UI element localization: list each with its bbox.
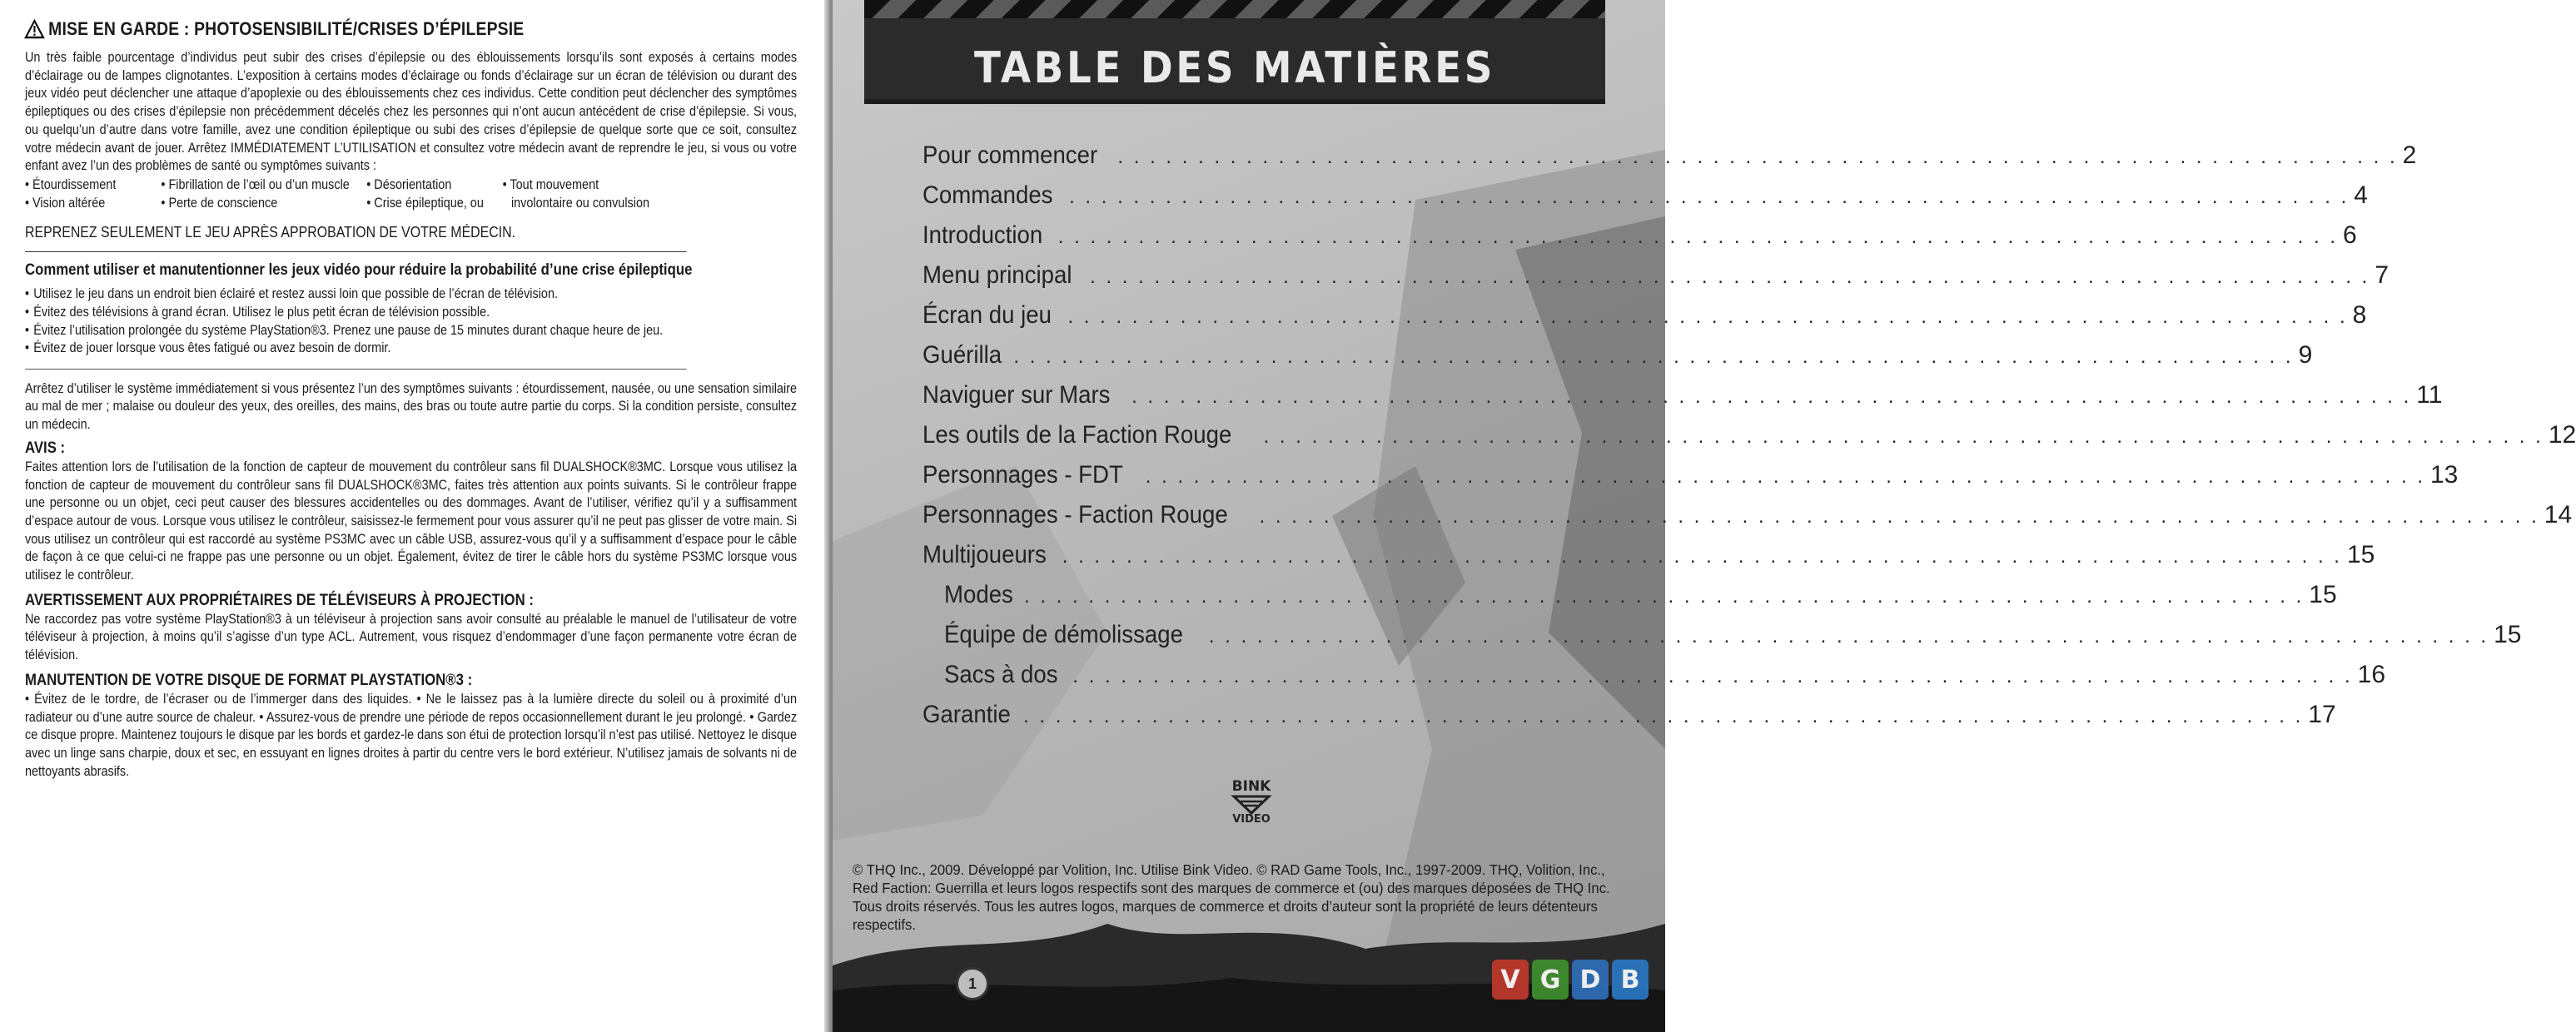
epilepsy-intro-text: Un très faible pourcentage d’individus peut subir des crises d’épilepsie ou des éblouissements lorsqu’ils sont exposés à certains modes d’éclairage ou de lampes clignotantes. L’exposition à certains modes d’éclairage ou fonds d’éclairage sur un écran de télévision ou durant des jeux vidéo peut déclencher une attaque d’apoplexie ou des éblouissements chez ces individus. Cette condition peut déclencher des symptômes épileptiques ou des crises d’épilepsie non précédemment décelés chez les personnes qui n’ont aucun antécédent de crise d’épilepsie. Si vous, ou quelqu’un d’autre dans votre famille, avez une condition épileptique ou subi des crises d’épilepsie de quelque sorte que ce soit, consultez votre médecin avant de jouer. Arrêtez IMMÉDIATEMENT L’UTILISATION et consultez votre médecin avant de reprendre le jeu, si vous ou votre enfant avez l’un des problèmes de santé ou symptômes suivants : bbox=[25, 49, 798, 174]
warning-heading bbox=[25, 18, 702, 40]
toc-row[interactable] bbox=[922, 421, 2576, 461]
disc-text: • Évitez de le tordre, de l’écraser ou de l’immerger dans des liquides. • Ne le laissez pas à la lumière directe du soleil ou à proximité d’un radiateur ou d’une autre source de chaleur. • Assurez-vous de prendre une période de repos occasionnellement durant le jeu prolongé. • Gardez ce disque propre. Maintenez toujours le disque par les bords et gardez-le dans son étui de protection lorsqu’il n’est pas utilisé. Nettoyez le disque avec un linge sans charpie, doux et sec, en essuyant en lignes droites à partir du centre vers le bord extérieur. N’utilisez jamais de solvants ni de nettoyants abrasifs. bbox=[25, 690, 798, 779]
toc-entry-label: Les outils de la Faction Rouge bbox=[922, 421, 1232, 449]
toc-leader-dots: . . . . . . . . . . . . . . . . . . . . . . . . . . . . . . . . . . . . . . . . . . . . . . . . . . . . . . . . . . . . . . . . . . . . . . . . . . . . . . . . bbox=[1024, 585, 2305, 608]
symptom-list bbox=[25, 176, 797, 211]
page-number-badge: 1 bbox=[956, 967, 989, 1000]
watermark-letter-tile: V bbox=[1492, 960, 1529, 1000]
toc-row[interactable] bbox=[922, 261, 2390, 301]
toc-leader-dots: . . . . . . . . . . . . . . . . . . . . . . . . . . . . . . . . . . . . . . . . . . . . . . . . . . . . . . . . . . . . . . . . . . . . . . . . . . . . . . . . bbox=[1145, 465, 2425, 488]
watermark-letter-tile: D bbox=[1572, 960, 1609, 1000]
toc-row[interactable] bbox=[922, 141, 2417, 181]
toc-entry-page: 15 bbox=[2346, 541, 2375, 568]
list-item: • Évitez des télévisions à grand écran. Utilisez le plus petit écran de télévision possible. bbox=[25, 303, 797, 321]
toc-entry-label: Personnages - Faction Rouge bbox=[922, 501, 1228, 528]
avis-text: Faites attention lors de l’utilisation de la fonction de capteur de mouvement du contrôleur sans fil DUALSHOCK®3MC. Lorsque vous utilisez la fonction de capteur de mouvement du contrôleur sans fil DUALSHOCK®3MC, faites très attention aux points suivants. Si le contrôleur frappe une personne ou un objet, ceci peut causer des blessures accidentelles ou des dommages. Avant de l’utiliser, vérifiez qu’il y a suffisamment d’espace autour de vous. Lorsque vous utilisez le contrôleur, saisissez-le fermement pour vous assurer qu’il ne peut pas glisser de votre main. Si vous utilisez un contrôleur qui est raccordé au système PS3MC avec un câble USB, assurez-vous qu’il y a suffisamment d’espace pour le câble de façon à ce que celui-ci ne frappe pas une personne ou un objet. Également, évitez de tirer le câble hors du système PS3MC lorsque vous utilisez le contrôleur. bbox=[25, 458, 798, 583]
warning-title: MISE EN GARDE : PHOTOSENSIBILITÉ/CRISES D’ÉPILEPSIE bbox=[48, 18, 525, 39]
list-item: • Évitez de jouer lorsque vous êtes fatigué ou avez besoin de dormir. bbox=[25, 339, 797, 357]
toc-entry-page: 4 bbox=[2354, 181, 2368, 209]
toc-leader-dots: . . . . . . . . . . . . . . . . . . . . . . . . . . . . . . . . . . . . . . . . . . . . . . . . . . . . . . . . . . . . . . . . . . . . . . . . . . . . . . . . bbox=[1131, 385, 2412, 408]
toc-entry-page: 9 bbox=[2298, 341, 2313, 369]
toc-entry-page: 15 bbox=[2494, 621, 2522, 648]
toc-row[interactable] bbox=[922, 221, 2357, 261]
stop-use-text: Arrêtez d’utiliser le système immédiatement si vous présentez l’un des symptômes suivants : étourdissement, nausée, ou une sensation similaire au mal de mer ; malaise ou douleur des yeux, des oreilles, des mains, des bras ou toute autre partie du corps. Si la condition persiste, consultez un médecin. bbox=[25, 380, 798, 433]
title-banner bbox=[864, 0, 1605, 104]
toc-row[interactable] bbox=[922, 581, 2337, 621]
bink-logo-text: BINK bbox=[1231, 778, 1271, 795]
toc-leader-dots: . . . . . . . . . . . . . . . . . . . . . . . . . . . . . . . . . . . . . . . . . . . . . . . . . . . . . . . . . . . . . . . . . . . . . . . . . . . . . . . . bbox=[1062, 545, 2342, 568]
toc-entry-label: Multijoueurs bbox=[922, 541, 1047, 568]
symptom-item: • Perte de conscience bbox=[161, 194, 278, 211]
toc-entry-page: 8 bbox=[2352, 301, 2367, 329]
projection-text: Ne raccordez pas votre système PlayStation®3 à un téléviseur à projection sans avoir consulté au préalable le manuel de l’utilisateur de votre téléviseur à projection, à moins qu’il s’agisse d’un type ACL. Autrement, vous risquez d’endommager d’une façon permanente votre écran de télévision. bbox=[25, 610, 798, 663]
toc-entry-label: Équipe de démolissage bbox=[944, 621, 1183, 648]
toc-row[interactable] bbox=[922, 621, 2522, 661]
toc-row[interactable] bbox=[922, 301, 2367, 341]
toc-entry-label: Personnages - FDT bbox=[922, 461, 1123, 489]
list-item: • Utilisez le jeu dans un endroit bien éclairé et restez aussi loin que possible de l’écran de télévision. bbox=[25, 285, 797, 303]
toc-entry-label: Menu principal bbox=[922, 261, 1072, 289]
projection-heading: AVERTISSEMENT AUX PROPRIÉTAIRES DE TÉLÉVISEURS À PROJECTION : bbox=[25, 590, 534, 609]
table-of-contents bbox=[922, 141, 2576, 741]
toc-entry-page: 16 bbox=[2357, 661, 2386, 688]
left-page bbox=[0, 0, 824, 1032]
toc-row[interactable] bbox=[922, 381, 2443, 421]
toc-entry-page: 13 bbox=[2430, 461, 2459, 489]
watermark-letter-tile: G bbox=[1532, 960, 1569, 1000]
bink-video-logo bbox=[1222, 778, 1281, 841]
list-item: • Évitez l’utilisation prolongée du système PlayStation®3. Prenez une pause de 15 minutes durant chaque heure de jeu. bbox=[25, 321, 797, 340]
toc-entry-page: 12 bbox=[2548, 421, 2576, 449]
toc-leader-dots: . . . . . . . . . . . . . . . . . . . . . . . . . . . . . . . . . . . . . . . . . . . . . . . . . . . . . . . . . . . . . . . . . . . . . . . . . . . . . . . . bbox=[1069, 186, 2350, 208]
toc-entry-label: Commandes bbox=[922, 181, 1053, 209]
toc-entry-label: Garantie bbox=[922, 701, 1011, 728]
hazard-stripes bbox=[864, 0, 1605, 18]
howto-list bbox=[25, 285, 797, 356]
toc-entry-label: Guérilla bbox=[922, 341, 1002, 369]
toc-entry-label: Naviguer sur Mars bbox=[922, 381, 1111, 409]
toc-leader-dots: . . . . . . . . . . . . . . . . . . . . . . . . . . . . . . . . . . . . . . . . . . . . . . . . . . . . . . . . . . . . . . . . . . . . . . . . . . . . . . . . bbox=[1057, 226, 2338, 248]
symptom-item: • Tout mouvement bbox=[502, 176, 599, 192]
toc-entry-label: Pour commencer bbox=[922, 141, 1098, 169]
toc-entry-label: Modes bbox=[944, 581, 1013, 608]
toc-row[interactable] bbox=[922, 461, 2459, 501]
warning-triangle-icon bbox=[25, 19, 44, 39]
toc-row[interactable] bbox=[922, 341, 2313, 381]
toc-entry-page: 6 bbox=[2343, 221, 2357, 249]
vgdb-watermark bbox=[1492, 960, 1649, 1000]
divider bbox=[25, 251, 687, 252]
symptom-item: • Étourdissement bbox=[25, 176, 117, 192]
disc-heading: MANUTENTION DE VOTRE DISQUE DE FORMAT PLAYSTATION®3 : bbox=[25, 670, 473, 689]
symptom-item: • Désorientation bbox=[366, 176, 452, 192]
left-body bbox=[25, 48, 797, 780]
avis-heading: AVIS : bbox=[25, 438, 66, 457]
toc-entry-page: 7 bbox=[2375, 261, 2390, 289]
toc-entry-label: Introduction bbox=[922, 221, 1043, 249]
toc-row[interactable] bbox=[922, 501, 2573, 541]
toc-leader-dots: . . . . . . . . . . . . . . . . . . . . . . . . . . . . . . . . . . . . . . . . . . . . . . . . . . . . . . . . . . . . . . . . . . . . . . . . . . . . . . . . bbox=[1023, 705, 2304, 727]
toc-leader-dots: . . . . . . . . . . . . . . . . . . . . . . . . . . . . . . . . . . . . . . . . . . . . . . . . . . . . . . . . . . . . . . . . . . . . . . . . . . . . . . . . bbox=[1208, 625, 2489, 647]
right-page bbox=[833, 0, 2576, 1032]
copyright-text: © THQ Inc., 2009. Développé par Volition, Inc. Utilise Bink Video. © RAD Game Tools, Inc., 1997-2009. THQ, Volition, Inc., Red Faction: Guerrilla et leurs logos respectifs sont des marques de commerce et (ou) des marques déposées de THQ Inc. Tous droits réservés. Tous les autres logos, marques de commerce et droits d’auteur sont la propriété de leurs détenteurs respectifs. bbox=[853, 861, 1610, 933]
toc-entry-page: 15 bbox=[2309, 581, 2337, 608]
toc-title: TABLE DES MATIÈRES bbox=[973, 43, 1496, 93]
toc-leader-dots: . . . . . . . . . . . . . . . . . . . . . . . . . . . . . . . . . . . . . . . . . . . . . . . . . . . . . . . . . . . . . . . . . . . . . . . . . . . . . . . . bbox=[1090, 265, 2370, 288]
toc-entry-page: 11 bbox=[2416, 381, 2443, 409]
toc-leader-dots: . . . . . . . . . . . . . . . . . . . . . . . . . . . . . . . . . . . . . . . . . . . . . . . . . . . . . . . . . . . . . . . . . . . . . . . . . . . . . . . . bbox=[1072, 665, 2353, 687]
toc-row[interactable] bbox=[922, 661, 2386, 701]
symptom-item: • Crise épileptique, ou bbox=[366, 194, 484, 211]
toc-leader-dots: . . . . . . . . . . . . . . . . . . . . . . . . . . . . . . . . . . . . . . . . . . . . . . . . . . . . . . . . . . . . . . . . . . . . . . . . . . . . . . . . bbox=[1263, 425, 2544, 448]
toc-row[interactable] bbox=[922, 181, 2368, 221]
toc-row[interactable] bbox=[922, 541, 2375, 581]
toc-leader-dots: . . . . . . . . . . . . . . . . . . . . . . . . . . . . . . . . . . . . . . . . . . . . . . . . . . . . . . . . . . . . . . . . . . . . . . . . . . . . . . . . bbox=[1067, 305, 2348, 328]
resume-notice: REPRENEZ SEULEMENT LE JEU APRÈS APPROBATION DE VOTRE MÉDECIN. bbox=[25, 223, 516, 241]
bink-logo-subtext: VIDEO bbox=[1232, 813, 1271, 826]
watermark-letter-tile: B bbox=[1612, 960, 1649, 1000]
howto-heading: Comment utiliser et manutentionner les jeux vidéo pour réduire la probabilité d’une crise épileptique bbox=[25, 260, 693, 280]
toc-entry-page: 2 bbox=[2402, 141, 2417, 169]
toc-leader-dots: . . . . . . . . . . . . . . . . . . . . . . . . . . . . . . . . . . . . . . . . . . . . . . . . . . . . . . . . . . . . . . . . . . . . . . . . . . . . . . . . bbox=[1013, 345, 2294, 368]
divider bbox=[25, 369, 687, 370]
toc-leader-dots: . . . . . . . . . . . . . . . . . . . . . . . . . . . . . . . . . . . . . . . . . . . . . . . . . . . . . . . . . . . . . . . . . . . . . . . . . . . . . . . . bbox=[1117, 146, 2398, 168]
symptom-item: • Vision altérée bbox=[25, 194, 106, 211]
toc-entry-page: 14 bbox=[2544, 501, 2573, 528]
toc-entry-page: 17 bbox=[2308, 701, 2336, 728]
toc-leader-dots: . . . . . . . . . . . . . . . . . . . . . . . . . . . . . . . . . . . . . . . . . . . . . . . . . . . . . . . . . . . . . . . . . . . . . . . . . . . . . . . . bbox=[1259, 505, 2539, 528]
symptom-item: • Fibrillation de l’œil ou d’un muscle bbox=[161, 176, 350, 192]
toc-row[interactable] bbox=[922, 701, 2336, 741]
toc-entry-label: Sacs à dos bbox=[944, 661, 1058, 688]
symptom-item: involontaire ou convulsion bbox=[510, 194, 650, 211]
toc-entry-label: Écran du jeu bbox=[922, 301, 1052, 329]
bink-swirl-icon bbox=[1232, 795, 1271, 815]
